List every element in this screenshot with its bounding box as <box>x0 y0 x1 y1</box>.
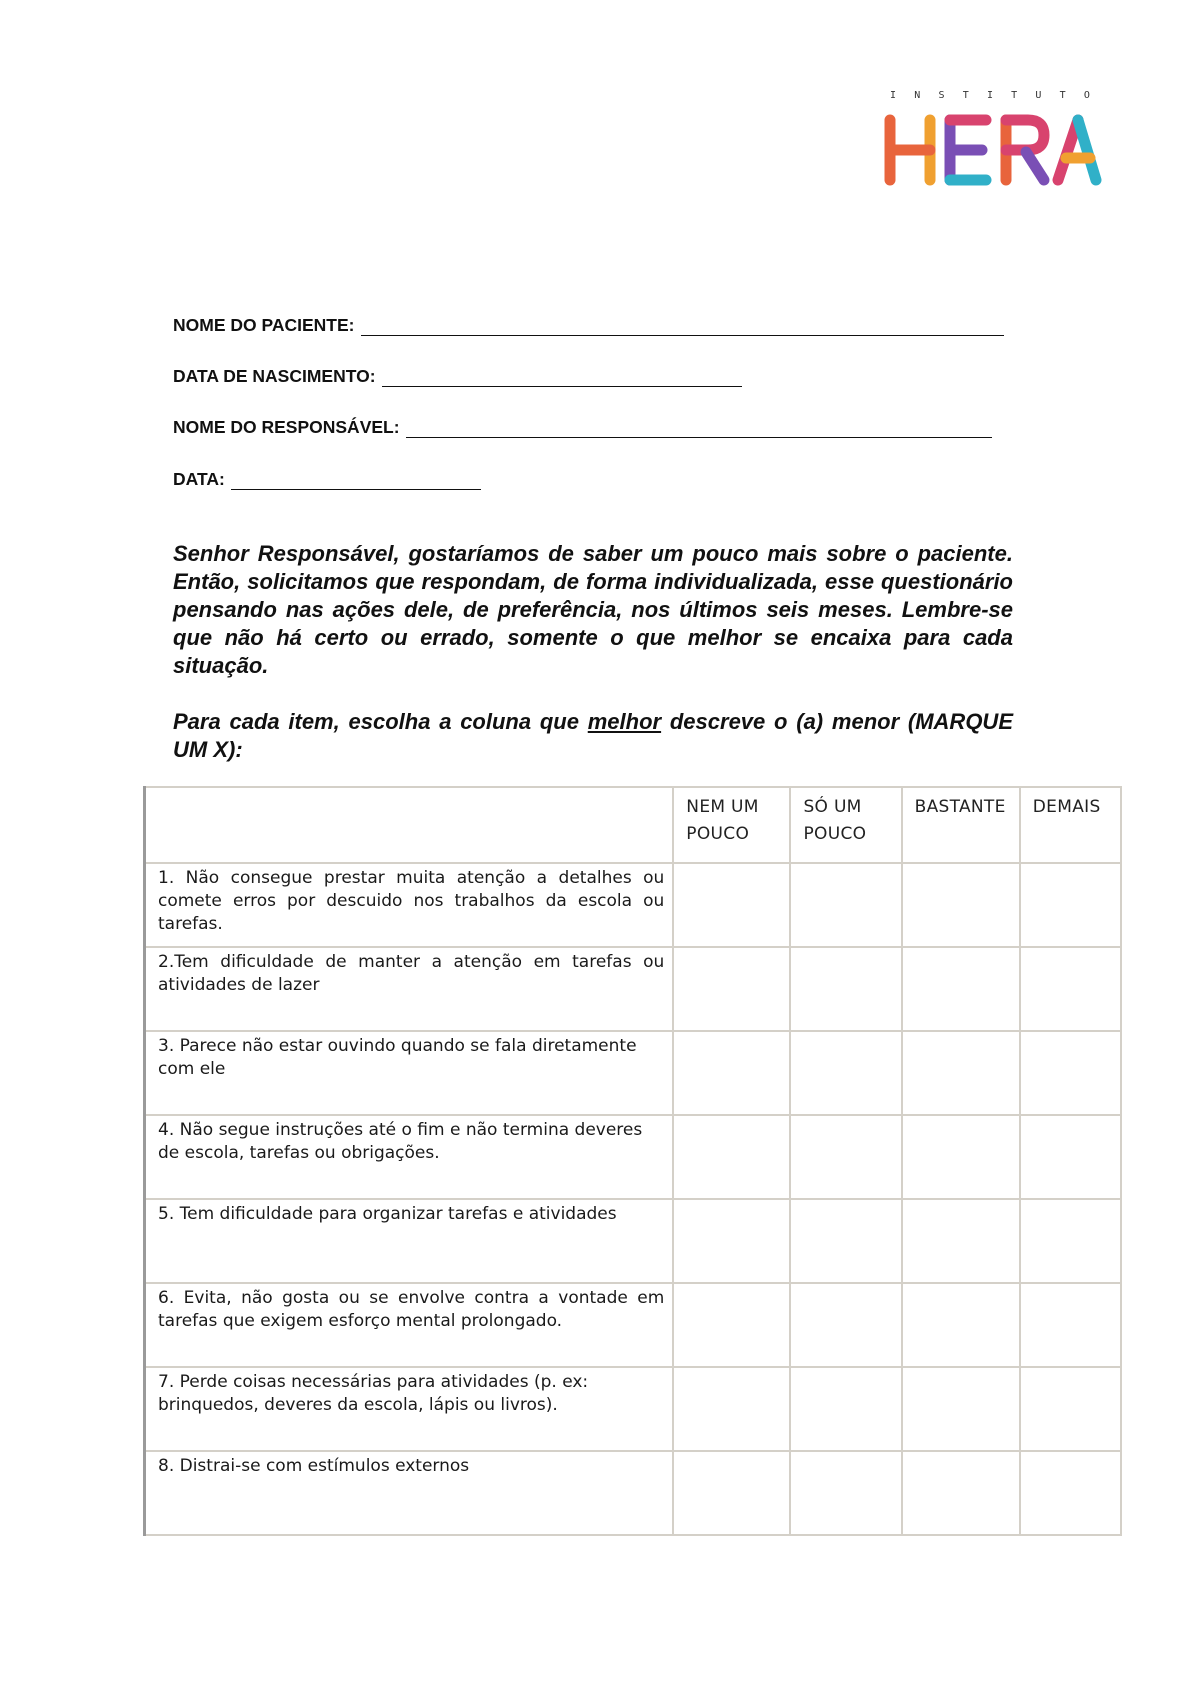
patient-name-label: NOME DO PACIENTE: <box>173 315 355 335</box>
table-row <box>145 1451 1122 1535</box>
question-text: 3. Parece não estar ouvindo quando se fala diretamente com ele <box>145 1031 674 1115</box>
answer-cell-bastante[interactable] <box>902 863 1020 947</box>
header-demais: DEMAIS <box>1020 787 1121 863</box>
table-row <box>145 863 1122 947</box>
answer-cell-demais[interactable] <box>1020 1451 1121 1535</box>
answer-cell-nem-um-pouco[interactable] <box>673 1367 790 1451</box>
instructions-paragraph: Senhor Responsável, gostaríamos de saber um pouco mais sobre o paciente. Então, solicitamos que respondam, de forma individualizada, esse questionário pensando nas ações dele, de preferência, nos últimos seis meses. Lembre-se que não há certo ou errado, somente o que melhor se encaixa para cada situação. <box>173 541 1013 678</box>
birth-date-label: DATA DE NASCIMENTO: <box>173 366 376 386</box>
marking-instruction: Para cada item, escolha a coluna que melhor descreve o (a) menor (MARQUE UM X): <box>173 709 1013 762</box>
answer-cell-bastante[interactable] <box>902 1199 1020 1283</box>
answer-cell-demais[interactable] <box>1020 947 1121 1031</box>
answer-cell-nem-um-pouco[interactable] <box>673 947 790 1031</box>
answer-cell-bastante[interactable] <box>902 947 1020 1031</box>
date-field[interactable] <box>173 466 481 490</box>
answer-cell-demais[interactable] <box>1020 1031 1121 1115</box>
guardian-name-label: NOME DO RESPONSÁVEL: <box>173 417 400 437</box>
answer-cell-so-um-pouco[interactable] <box>790 1283 901 1367</box>
questionnaire-table-wrap <box>143 786 1122 1536</box>
answer-cell-so-um-pouco[interactable] <box>790 863 901 947</box>
logo-hera-wordmark <box>882 112 1102 192</box>
answer-cell-nem-um-pouco[interactable] <box>673 1115 790 1199</box>
table-header-row <box>145 787 1122 863</box>
header-nem-um-pouco: NEM UM POUCO <box>673 787 790 863</box>
answer-cell-nem-um-pouco[interactable] <box>673 1451 790 1535</box>
question-text: 6. Evita, não gosta ou se envolve contra a vontade em tarefas que exigem esforço mental prolongado. <box>145 1283 674 1367</box>
table-row <box>145 947 1122 1031</box>
question-text: 7. Perde coisas necessárias para atividades (p. ex: brinquedos, deveres da escola, lápis ou livros). <box>145 1367 674 1451</box>
patient-name-line[interactable] <box>361 317 1004 336</box>
birth-date-line[interactable] <box>382 368 742 387</box>
answer-cell-bastante[interactable] <box>902 1031 1020 1115</box>
answer-cell-demais[interactable] <box>1020 1199 1121 1283</box>
answer-cell-so-um-pouco[interactable] <box>790 1367 901 1451</box>
answer-cell-nem-um-pouco[interactable] <box>673 1031 790 1115</box>
question-text: 1. Não consegue prestar muita atenção a detalhes ou comete erros por descuido nos trabalhos da escola ou tarefas. <box>145 863 674 947</box>
emphasis-melhor: melhor <box>587 709 662 734</box>
table-row <box>145 1199 1122 1283</box>
questionnaire-table <box>143 786 1122 1536</box>
table-row <box>145 1283 1122 1367</box>
table-row <box>145 1115 1122 1199</box>
header-item-cell <box>145 787 674 863</box>
answer-cell-demais[interactable] <box>1020 1115 1121 1199</box>
guardian-name-field[interactable] <box>173 414 992 438</box>
date-line[interactable] <box>231 471 481 490</box>
header-so-um-pouco: SÓ UM POUCO <box>790 787 901 863</box>
answer-cell-bastante[interactable] <box>902 1283 1020 1367</box>
answer-cell-bastante[interactable] <box>902 1115 1020 1199</box>
birth-date-field[interactable] <box>173 363 742 387</box>
answer-cell-bastante[interactable] <box>902 1367 1020 1451</box>
logo-instituto-letters: I N S T I T U T O <box>890 90 1090 101</box>
question-text: 5. Tem dificuldade para organizar tarefas e atividades <box>145 1199 674 1283</box>
answer-cell-so-um-pouco[interactable] <box>790 1199 901 1283</box>
answer-cell-so-um-pouco[interactable] <box>790 947 901 1031</box>
answer-cell-demais[interactable] <box>1020 1283 1121 1367</box>
header-bastante: BASTANTE <box>902 787 1020 863</box>
instituto-hera-logo <box>882 90 1102 200</box>
table-row <box>145 1367 1122 1451</box>
question-text: 2.Tem dificuldade de manter a atenção em tarefas ou atividades de lazer <box>145 947 674 1031</box>
answer-cell-so-um-pouco[interactable] <box>790 1451 901 1535</box>
table-row <box>145 1031 1122 1115</box>
guardian-name-line[interactable] <box>406 419 992 438</box>
answer-cell-nem-um-pouco[interactable] <box>673 1199 790 1283</box>
date-label: DATA: <box>173 469 225 489</box>
patient-name-field[interactable] <box>173 312 1004 336</box>
answer-cell-so-um-pouco[interactable] <box>790 1031 901 1115</box>
answer-cell-so-um-pouco[interactable] <box>790 1115 901 1199</box>
question-text: 4. Não segue instruções até o fim e não termina deveres de escola, tarefas ou obrigações. <box>145 1115 674 1199</box>
answer-cell-demais[interactable] <box>1020 1367 1121 1451</box>
answer-cell-nem-um-pouco[interactable] <box>673 863 790 947</box>
answer-cell-bastante[interactable] <box>902 1451 1020 1535</box>
answer-cell-demais[interactable] <box>1020 863 1121 947</box>
answer-cell-nem-um-pouco[interactable] <box>673 1283 790 1367</box>
question-text: 8. Distrai-se com estímulos externos <box>145 1451 674 1535</box>
